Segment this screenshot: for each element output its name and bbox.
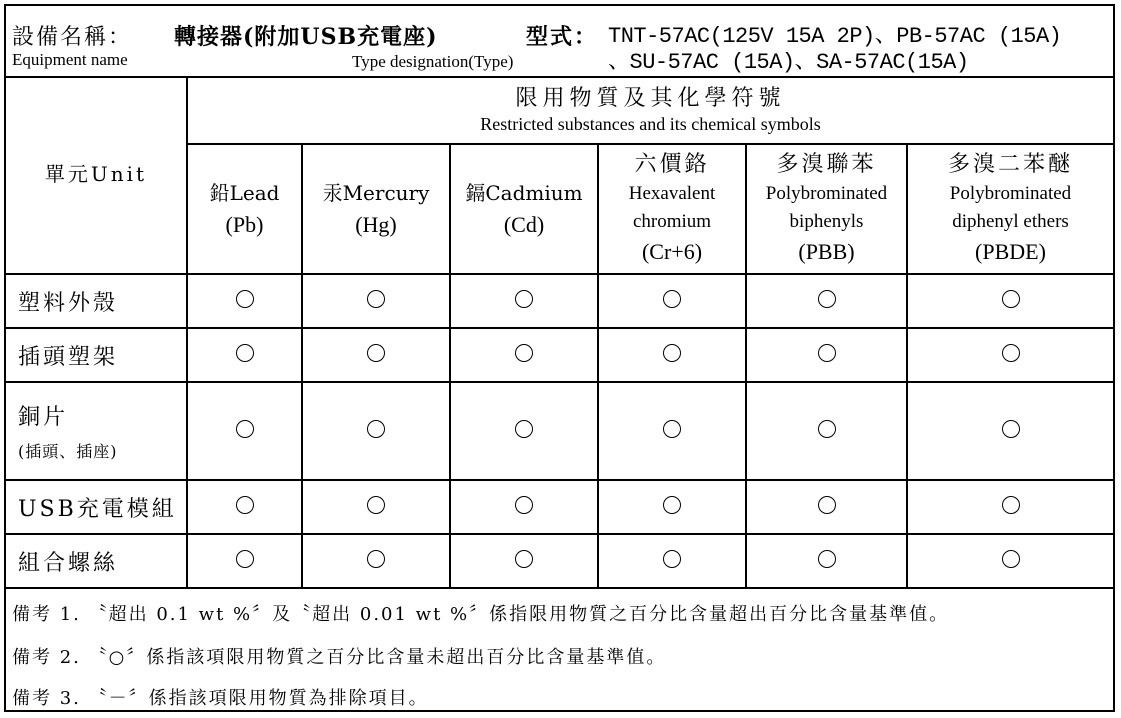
circle-mark-icon [236,344,254,362]
restricted-header-zh: 限用物質及其化學符號 [515,85,786,111]
row-unit-name [6,534,187,588]
circle-mark-icon [663,420,681,438]
compliance-cell [746,534,907,588]
circle-mark-icon [515,344,533,362]
compliance-cell [598,382,746,480]
compliance-cell [907,534,1113,588]
compliance-cell [187,274,302,328]
circle-mark-icon [818,550,836,568]
circle-mark-icon [818,344,836,362]
compliance-cell [187,328,302,382]
circle-mark-icon [515,550,533,568]
substance-mercury: 汞Mercury (Hg) [302,144,450,274]
compliance-cell [746,480,907,534]
compliance-cell [907,382,1113,480]
circle-mark-icon [367,496,385,514]
row-unit-name [6,382,187,480]
restricted-header-en: Restricted substances and its chemical symbols [480,113,821,134]
circle-mark-icon [663,344,681,362]
compliance-cell [598,274,746,328]
compliance-cell [746,328,907,382]
table-row [6,382,1113,480]
row-unit-name [6,328,187,382]
unit-name-text: 組合螺絲 [18,550,119,576]
note-1: 備考 1. 〝超出 0.1 wt %〞及〝超出 0.01 wt %〞係指限用物質之百分比含量超出百分比含量基準值。 [12,604,950,625]
compliance-cell [907,328,1113,382]
circle-mark-icon [367,344,385,362]
circle-mark-icon [818,420,836,438]
compliance-cell [907,480,1113,534]
compliance-cell [302,480,450,534]
compliance-cell [187,480,302,534]
header-section [6,6,1113,78]
substance-table [6,76,1113,589]
circle-mark-icon [1002,496,1020,514]
compliance-cell [598,328,746,382]
circle-mark-icon [236,496,254,514]
row-unit-name [6,274,187,328]
substance-pbb: 多溴聯苯 Polybrominated biphenyls (PBB) [746,144,907,274]
type-label-zh: 型式： [526,24,599,50]
row-unit-name [6,480,187,534]
substance-pbde: 多溴二苯醚 Polybrominated diphenyl ethers (PBDE) [907,144,1113,274]
substance-lead: 鉛Lead (Pb) [187,144,302,274]
note-3: 備考 3. 〝－〞係指該項限用物質為排除項目。 [12,688,429,709]
compliance-cell [450,534,598,588]
compliance-cell [302,274,450,328]
circle-mark-icon [367,290,385,308]
equipment-name: 轉接器(附加USB充電座) [174,24,438,50]
compliance-cell [187,534,302,588]
circle-mark-icon [1002,290,1020,308]
equipment-label-zh: 設備名稱： [12,25,133,50]
circle-mark-icon [663,290,681,308]
circle-mark-icon [515,290,533,308]
unit-rows [6,274,1113,588]
compliance-cell [302,534,450,588]
compliance-cell [187,382,302,480]
table-row [6,274,1113,328]
table-row [6,480,1113,534]
type-label-en: Type designation(Type) [352,52,514,71]
circle-mark-icon [367,550,385,568]
rohs-declaration-sheet [4,4,1115,712]
compliance-cell [450,328,598,382]
circle-mark-icon [818,290,836,308]
compliance-cell [598,480,746,534]
circle-mark-icon [236,290,254,308]
unit-name-subtext: (插頭、插座) [18,442,118,461]
unit-header: 單元Unit [6,76,187,274]
unit-name-text: 插頭塑架 [18,344,119,370]
circle-mark-icon [1002,550,1020,568]
unit-name-text: 銅片 [18,405,69,430]
circle-mark-icon [515,420,533,438]
compliance-cell [746,274,907,328]
circle-mark-icon [367,420,385,438]
models-line-1: TNT-57AC(125V 15A 2P)、PB-57AC (15A) [608,24,1062,49]
table-row [6,328,1113,382]
compliance-cell [450,274,598,328]
compliance-cell [907,274,1113,328]
substance-cadmium: 鎘Cadmium (Cd) [450,144,598,274]
substance-hexavalent-chromium: 六價鉻 Hexavalent chromium (Cr+6) [598,144,746,274]
compliance-cell [598,534,746,588]
compliance-cell [302,328,450,382]
compliance-cell [450,480,598,534]
circle-mark-icon [236,550,254,568]
circle-mark-icon [663,550,681,568]
restricted-header [187,76,1113,144]
unit-name-text: 塑料外殼 [18,290,119,316]
note-2: 備考 2. 〝○〞係指該項限用物質之百分比含量未超出百分比含量基準值。 [12,647,667,668]
equipment-label-en: Equipment name [12,50,128,69]
unit-name-text: USB充電模組 [18,496,177,522]
compliance-cell [746,382,907,480]
circle-mark-icon [1002,420,1020,438]
circle-mark-icon [1002,344,1020,362]
models-line-2: 、SU-57AC (15A)、SA-57AC(15A) [608,50,969,75]
compliance-cell [450,382,598,480]
table-row [6,534,1113,588]
compliance-cell [302,382,450,480]
circle-mark-icon [515,496,533,514]
circle-mark-icon [236,420,254,438]
circle-mark-icon [663,496,681,514]
circle-mark-icon [818,496,836,514]
